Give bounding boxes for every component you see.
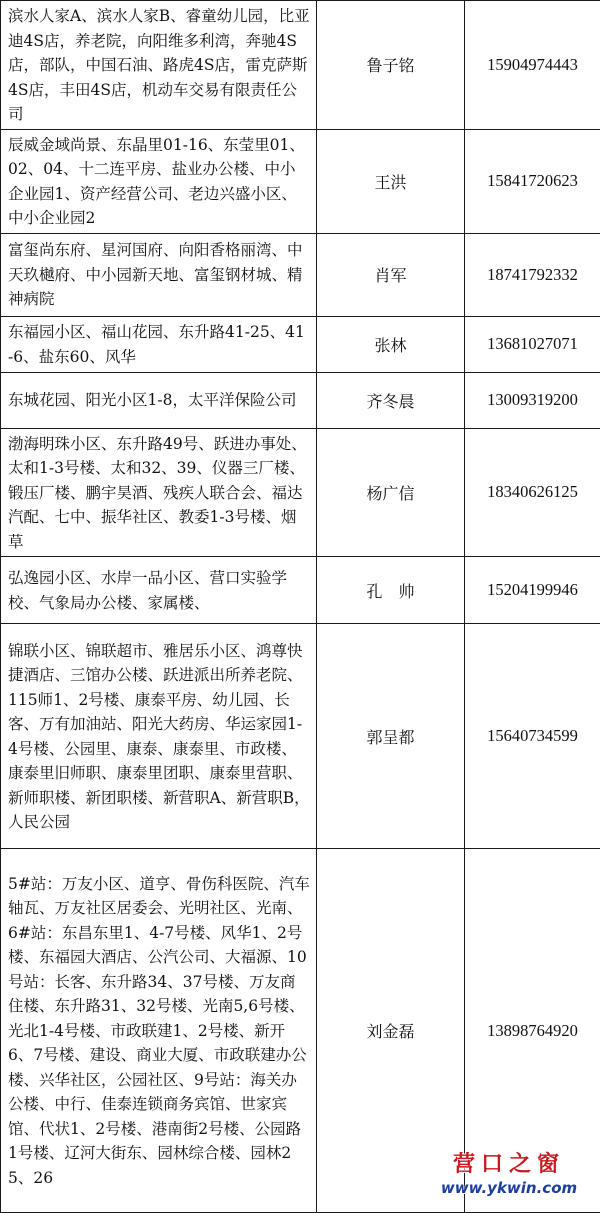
phone-cell: 15640734599 — [465, 624, 600, 849]
person-cell: 杨广信 — [317, 428, 465, 557]
area-cell: 滨水人家A、滨水人家B、睿童幼儿园，比亚迪4S店，养老院，向阳维多利湾，奔驰4S店，部队，中国石油、路虎4S店，雷克萨斯4S店，丰田4S店，机动车交易有限责任公司 — [1, 1, 317, 130]
area-cell: 富玺尚东府、星河国府、向阳香格丽湾、中天玖樾府、中小园新天地、富玺钢材城、精神病院 — [1, 233, 317, 316]
table-row — [1, 316, 600, 372]
person-cell: 刘金磊 — [317, 849, 465, 1213]
table-row — [1, 233, 600, 316]
site-watermark — [424, 1147, 594, 1197]
phone-cell: 18340626125 — [465, 428, 600, 557]
table-row — [1, 372, 600, 428]
phone-cell: 15841720623 — [465, 129, 600, 233]
area-cell: 弘逸园小区、水岸一品小区、营口实验学校、气象局办公楼、家属楼、 — [1, 557, 317, 624]
area-cell: 辰威金域尚景、东晶里01-16、东莹里01、02、04、十二连平房、盐业办公楼、中小企业园1、资产经营公司、老边兴盛小区、中小企业园2 — [1, 129, 317, 233]
area-cell: 渤海明珠小区、东升路49号、跃进办事处、太和1-3号楼、太和32、39、仪器三厂楼、锻压厂楼、鹏宇昊酒、残疾人联合会、福达汽配、七中、振华社区、教委1-3号楼、烟草 — [1, 428, 317, 557]
phone-cell: 15904974443 — [465, 1, 600, 130]
contact-table-body — [1, 1, 600, 1213]
person-cell: 张林 — [317, 316, 465, 372]
person-cell: 王洪 — [317, 129, 465, 233]
person-cell: 肖军 — [317, 233, 465, 316]
phone-cell: 13681027071 — [465, 316, 600, 372]
area-cell: 5#站：万友小区、道亨、骨伤科医院、汽车轴瓦、万友社区居委会、光明社区、光南、6#站：东昌东里1、4-7号楼、风华1、2号楼、东福园大酒店、公汽公司、大福源、10号站：长客、东升路34、37号楼、万友商住楼、东升路31、32号楼、光南5,6号楼、光北1-4号楼、市政联建1、2号楼、新开6、7号楼、建设、商业大厦、市政联建办公楼、兴华社区，公园社区、9号站：海关办公楼、中行、佳泰连锁商务宾馆、世家宾馆、代状1、2号楼、港南街2号楼、公园路1号楼、辽河大街东、园林综合楼、园林25、26 — [1, 849, 317, 1213]
area-cell: 锦联小区、锦联超市、雅居乐小区、鸿尊快捷酒店、三馆办公楼、跃进派出所养老院、115师1、2号楼、康泰平房、幼儿园、长客、万有加油站、阳光大药房、华运家园1-4号楼、公园里、康泰、康泰里、市政楼、康泰里旧师职、康泰里团职、康泰里营职、新师职楼、新团职楼、新营职A、新营职B，人民公园 — [1, 624, 317, 849]
area-cell: 东福园小区、福山花园、东升路41-25、41-6、盐东60、风华 — [1, 316, 317, 372]
table-row — [1, 624, 600, 849]
phone-cell: 15204199946 — [465, 557, 600, 624]
person-cell: 郭呈都 — [317, 624, 465, 849]
table-row — [1, 1, 600, 130]
table-row — [1, 428, 600, 557]
person-cell: 齐冬晨 — [317, 372, 465, 428]
phone-cell: 13009319200 — [465, 372, 600, 428]
watermark-site-url: www.ykwin.com — [424, 1179, 594, 1197]
person-cell: 孔 帅 — [317, 557, 465, 624]
table-row — [1, 129, 600, 233]
area-cell: 东城花园、阳光小区1-8，太平洋保险公司 — [1, 372, 317, 428]
phone-cell: 18741792332 — [465, 233, 600, 316]
person-cell: 鲁子铭 — [317, 1, 465, 130]
table-row — [1, 557, 600, 624]
phone-cell: 13898764920 — [465, 849, 600, 1213]
watermark-site-name: 营口之窗 — [424, 1147, 594, 1178]
